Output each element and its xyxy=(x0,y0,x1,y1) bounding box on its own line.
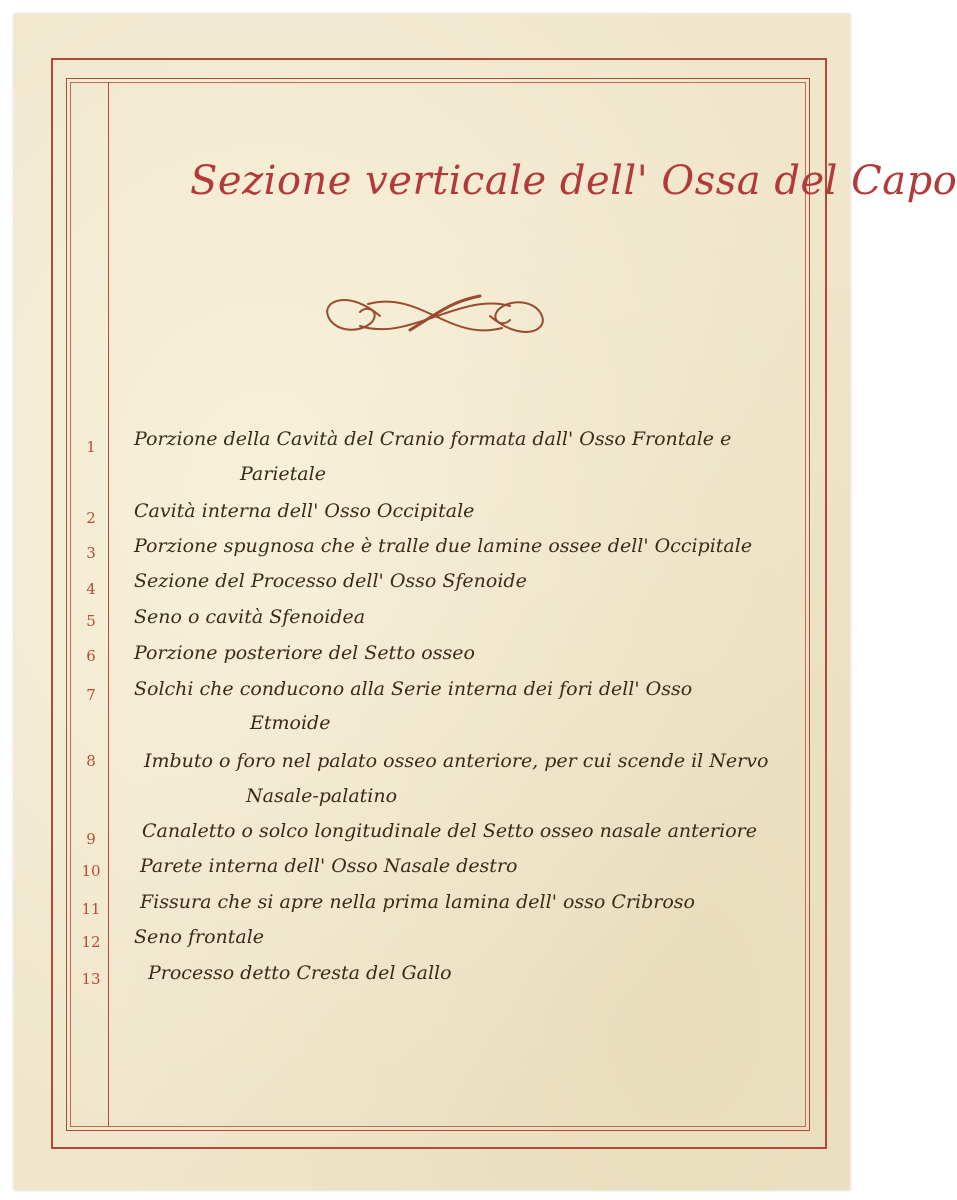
margin-rule xyxy=(108,82,109,1127)
flourish-ornament xyxy=(320,282,550,352)
entry-text: Porzione della Cavità del Cranio formata dall' Osso Frontale e xyxy=(134,428,732,450)
entry-number: 2 xyxy=(86,509,96,527)
entry-text: Fissura che si apre nella prima lamina dell' osso Cribroso xyxy=(140,891,695,913)
entry-text: Canaletto o solco longitudinale del Setto osseo nasale anteriore xyxy=(142,820,757,842)
page-title: Sezione verticale dell' Ossa del Capo xyxy=(190,158,957,204)
entry-text: Sezione del Processo dell' Osso Sfenoide xyxy=(134,570,527,592)
entry-number: 12 xyxy=(81,933,101,951)
entry-text: Seno o cavità Sfenoidea xyxy=(134,606,366,628)
entry-text: Imbuto o foro nel palato osseo anteriore, per cui scende il Nervo xyxy=(144,750,769,772)
entry-text-continuation: Etmoide xyxy=(250,712,331,734)
entry-number: 7 xyxy=(86,686,96,704)
entry-text-continuation: Nasale-palatino xyxy=(246,785,398,807)
entry-number: 6 xyxy=(86,647,96,665)
entry-number: 4 xyxy=(86,580,96,598)
entry-number: 8 xyxy=(86,752,96,770)
entry-text-continuation: Parietale xyxy=(240,463,326,485)
entry-number: 9 xyxy=(86,830,96,848)
entry-number: 5 xyxy=(86,612,96,630)
entry-text: Cavità interna dell' Osso Occipitale xyxy=(134,500,475,522)
entry-number: 1 xyxy=(86,438,96,456)
entry-text: Solchi che conducono alla Serie interna dei fori dell' Osso xyxy=(134,678,693,700)
entry-text: Porzione posteriore del Setto osseo xyxy=(134,642,475,664)
entry-text: Parete interna dell' Osso Nasale destro xyxy=(140,855,518,877)
entry-text: Seno frontale xyxy=(134,926,265,948)
entry-number: 10 xyxy=(81,862,101,880)
entry-number: 13 xyxy=(81,970,101,988)
entry-number: 11 xyxy=(81,900,101,918)
entry-text: Processo detto Cresta del Gallo xyxy=(148,962,452,984)
entry-number: 3 xyxy=(86,544,96,562)
entry-text: Porzione spugnosa che è tralle due lamine ossee dell' Occipitale xyxy=(134,535,753,557)
